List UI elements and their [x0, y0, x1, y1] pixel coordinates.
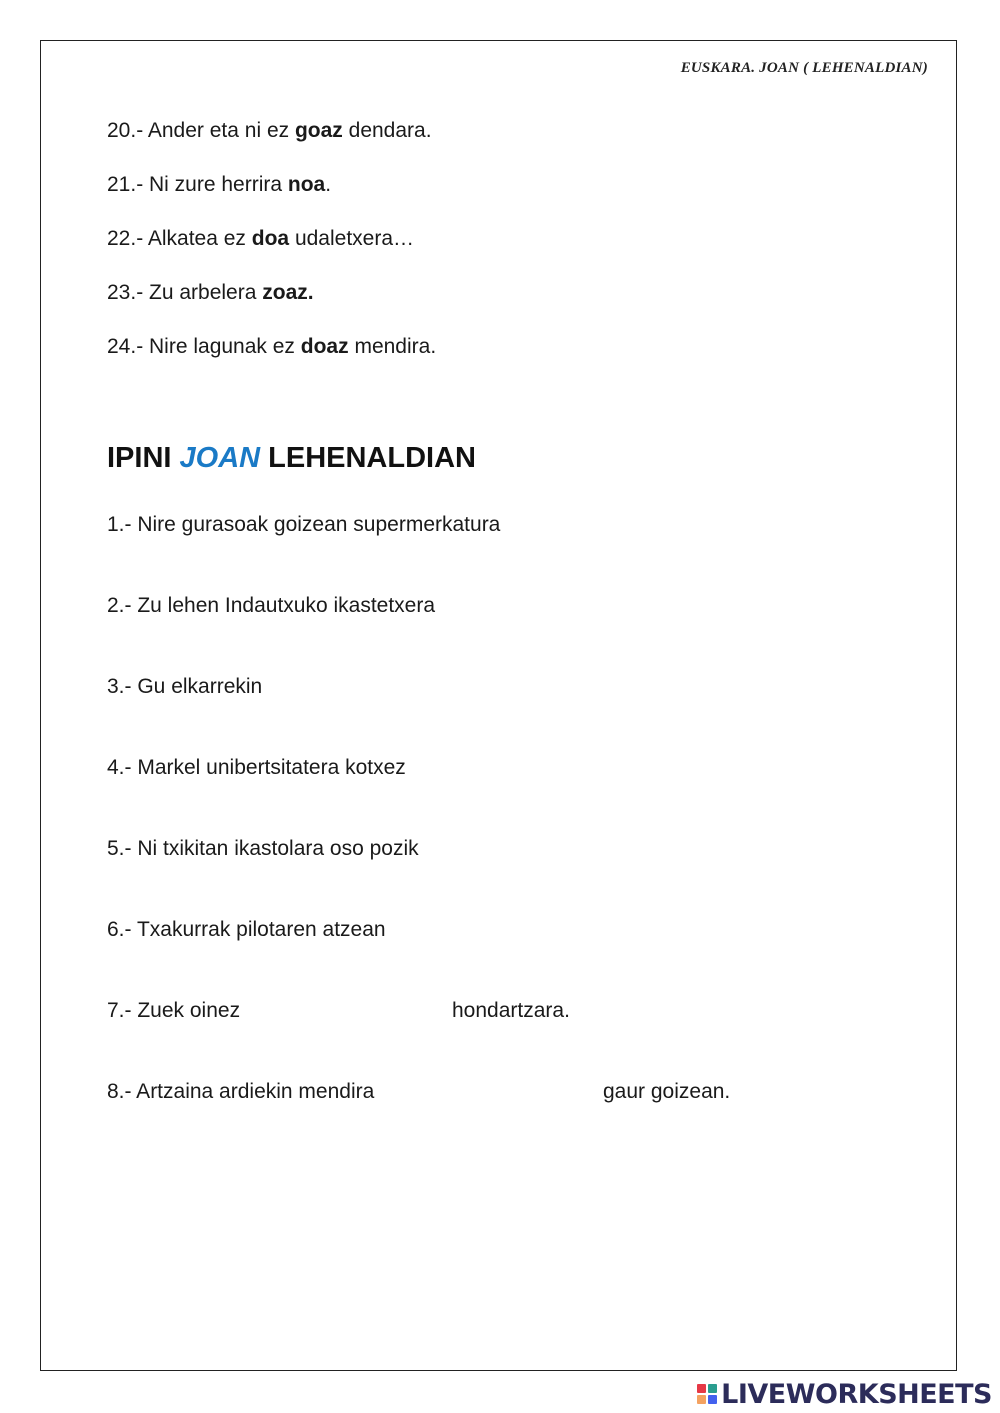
- exercise-7: 7.- Zuek oinez: [107, 999, 241, 1022]
- answer-line-21: [107, 173, 331, 197]
- section-heading: [107, 442, 476, 475]
- answer-text: 22.- Alkatea ez: [107, 227, 252, 250]
- exercise-8-tail: gaur goizean.: [603, 1080, 731, 1103]
- answer-line-23: [107, 281, 314, 305]
- exercise-6: 6.- Txakurrak pilotaren atzean: [107, 918, 386, 941]
- heading-prefix: IPINI: [107, 442, 180, 474]
- answer-verb: doa: [251, 227, 290, 250]
- answer-text: dendara.: [342, 119, 432, 142]
- answer-text: 23.- Zu arbelera: [107, 281, 263, 304]
- answer-text: udaletxera…: [289, 227, 415, 250]
- exercise-1: 1.- Nire gurasoak goizean supermerkatura: [107, 513, 501, 536]
- exercise-7-tail: hondartzara.: [452, 999, 570, 1022]
- logo-square: [697, 1395, 706, 1404]
- answer-verb: goaz: [294, 119, 343, 142]
- exercise-2: 2.- Zu lehen Indautxuko ikastetxera: [107, 594, 436, 617]
- exercise-5: 5.- Ni txikitan ikastolara oso pozik: [107, 837, 419, 860]
- answer-verb: noa: [287, 173, 326, 196]
- logo-square: [708, 1384, 717, 1393]
- answer-text: 20.- Ander eta ni ez: [107, 119, 295, 142]
- answer-text: .: [325, 173, 332, 196]
- answer-text: mendira.: [348, 335, 437, 358]
- answer-text: 24.- Nire lagunak ez: [107, 335, 301, 358]
- answer-line-20: [107, 119, 432, 143]
- answer-verb: doaz: [300, 335, 349, 358]
- exercise-4: 4.- Markel unibertsitatera kotxez: [107, 756, 406, 779]
- running-header: EUSKARA. JOAN ( LEHENALDIAN): [680, 60, 928, 76]
- logo-square: [708, 1395, 717, 1404]
- logo-text: LIVEWORKSHEETS: [721, 1378, 992, 1410]
- heading-accent: JOAN: [179, 442, 261, 474]
- heading-suffix: LEHENALDIAN: [260, 442, 476, 474]
- answer-text: 21.- Ni zure herrira: [107, 173, 288, 196]
- exercise-8: 8.- Artzaina ardiekin mendira: [107, 1080, 375, 1103]
- liveworksheets-logo: [697, 1379, 992, 1409]
- logo-square: [697, 1384, 706, 1393]
- exercise-3: 3.- Gu elkarrekin: [107, 675, 263, 698]
- answer-verb: zoaz.: [262, 281, 314, 304]
- logo-mark-icon: [697, 1384, 717, 1404]
- answer-line-24: [107, 335, 436, 359]
- answer-line-22: [107, 227, 414, 251]
